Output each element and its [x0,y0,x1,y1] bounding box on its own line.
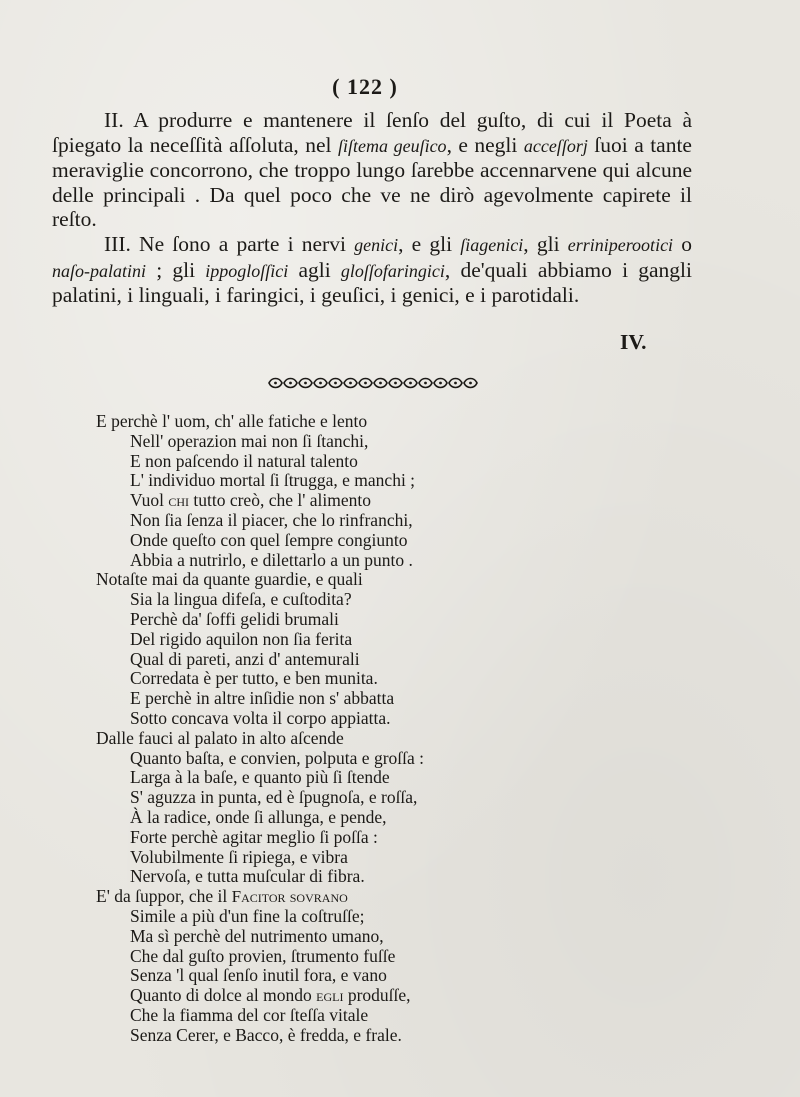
italic-term: gloſſofaringici [340,260,445,281]
verse-line [96,986,696,1006]
verse-line [96,749,696,769]
text-run: Nell' operazion mai non ſi ſtanchi, [130,430,369,451]
prose-block [52,108,692,308]
text-run: Volubilmente ſi ripiega, e vibra [130,846,348,867]
text-run: , e gli [398,231,461,256]
verse-line [96,927,696,947]
text-run: , e negli [446,132,524,157]
ornament-dot [304,382,307,385]
text-run: Che dal guſto provien, ſtrumento fuſſe [130,945,396,966]
text-run: Quanto baſta, e convien, polputa e groſſa : [130,747,425,768]
text-run: Onde queſto con quel ſempre congiunto [130,529,408,550]
verse-line [96,570,696,590]
text-run: Qual di pareti, anzi d' antemurali [130,648,360,669]
text-run: Sia la lingua difeſa, e cuſtodita? [130,589,352,610]
verse-line [96,788,696,808]
text-run: Simile a più d'un fine la coſtruſſe; [130,905,365,926]
verse-line [96,630,696,650]
small-caps-word: chi [168,491,189,511]
text-run: L' individuo mortal ſi ſtrugga, e manchi ; [130,470,416,491]
ornament-dot [349,382,352,385]
ornament-divider [268,376,478,390]
ornament-dot [424,382,427,385]
text-run: , gli [523,231,568,256]
verse-block [96,412,696,1046]
verse-line [96,729,696,749]
verse-line [96,491,696,511]
text-run: Larga à la baſe, e quanto più ſi ſtende [130,767,390,788]
verse-line [96,1026,696,1046]
verse-line [96,808,696,828]
text-run: III. Ne ſono a parte i nervi [104,231,355,256]
text-run: II. A produrre e mantenere il ſenſo del guſto, di cui il Poeta à ſpiegato la neceſſità aſſoluta, nel [52,108,692,157]
text-run: E perchè in altre inſidie non s' abbatta [130,688,395,709]
ornament-dot [379,382,382,385]
verse-line [96,452,696,472]
small-caps-word: egli [316,986,344,1006]
text-run: agli [288,257,341,282]
text-run: Sotto concava volta il corpo appiatta. [130,707,391,728]
italic-term: ippogloſſici [205,260,289,281]
italic-term: ſiſtema geuſico [338,135,447,156]
verse-line [96,511,696,531]
text-run: produſſe, [343,985,411,1006]
verse-line [96,887,696,907]
page-number: ( 122 ) [332,74,398,99]
small-caps-word: Facitor sovrano [231,887,348,907]
verse-line [96,610,696,630]
verse-line [96,966,696,986]
verse-line [96,590,696,610]
text-run: tutto creò, che l' alimento [189,490,371,511]
ornament-dot [454,382,457,385]
text-run: Notaſte mai da quante guardie, e quali [96,569,363,590]
ornament-dot [409,382,412,385]
verse-line [96,867,696,887]
text-run: Forte perchè agitar meglio ſi poſſa : [130,826,378,847]
text-run: ; gli [146,257,206,282]
text-run: E perchè l' uom, ch' alle fatiche e lento [96,411,368,431]
ornament-dot [364,382,367,385]
text-run: E non paſcendo il natural talento [130,450,358,471]
text-run: , de'quali abbiamo i gangli palatini, i linguali, i faringici, i geuſici, i genici, e i parotidali. [52,257,692,308]
text-run: Quanto di dolce al mondo [130,985,317,1006]
catchword: IV. [620,330,647,354]
verse-line [96,907,696,927]
ornament-dot [469,382,472,385]
text-run: o [673,231,692,256]
text-run: Ma sì perchè del nutrimento umano, [130,925,384,946]
ornament-dot [439,382,442,385]
text-run: Non ſia ſenza il piacer, che lo rinfranchi, [130,509,413,530]
italic-term: naſo-palatini [52,260,146,281]
verse-line [96,848,696,868]
verse-line [96,412,696,432]
text-run: Nervoſa, e tutta muſcular di fibra. [130,866,365,887]
verse-line [96,709,696,729]
ornament-dot [274,382,277,385]
text-run: ſuoi a tante meraviglie concorrono, che troppo lungo ſarebbe accennarvene qui alcune delle principali . Da quel poco che ve ne dirò agevolmente capirete il reſto. [52,132,692,232]
verse-line [96,689,696,709]
text-run: E' da ſuppor, che il [96,886,232,907]
ornament-dot [334,382,337,385]
paragraph-ii [52,108,692,232]
verse-line [96,1006,696,1026]
text-run: Che la fiamma del cor ſteſſa vitale [130,1004,369,1025]
text-run: Senza 'l qual ſenſo inutil fora, e vano [130,965,387,986]
text-run: Vuol [130,490,169,511]
ornament-dot [319,382,322,385]
text-run: Del rigido aquilon non ſia ferita [130,628,353,649]
text-run: Dalle fauci al palato in alto aſcende [96,727,344,748]
verse-line [96,432,696,452]
verse-line [96,669,696,689]
ornament-dot [289,382,292,385]
text-run: Senza Cerer, e Bacco, è fredda, e frale. [130,1024,402,1045]
verse-line [96,531,696,551]
italic-term: erriniperootici [567,234,674,255]
verse-line [96,471,696,491]
text-run: Abbia a nutrirlo, e dilettarlo a un punto . [130,549,413,570]
verse-line [96,947,696,967]
verse-line [96,828,696,848]
italic-term: acceſſorj [523,135,588,156]
text-run: À la radice, onde ſi allunga, e pende, [130,806,387,827]
verse-line [96,551,696,571]
ornament-dot [394,382,397,385]
text-run: Corredata è per tutto, e ben munita. [130,668,378,689]
italic-term: genici [354,234,399,255]
verse-line [96,768,696,788]
text-run: S' aguzza in punta, ed è ſpugnoſa, e roſſa, [130,787,418,808]
verse-line [96,650,696,670]
italic-term: ſiagenici [460,234,524,255]
paragraph-iii [52,232,692,308]
text-run: Perchè da' ſoffi gelidi brumali [130,608,339,629]
